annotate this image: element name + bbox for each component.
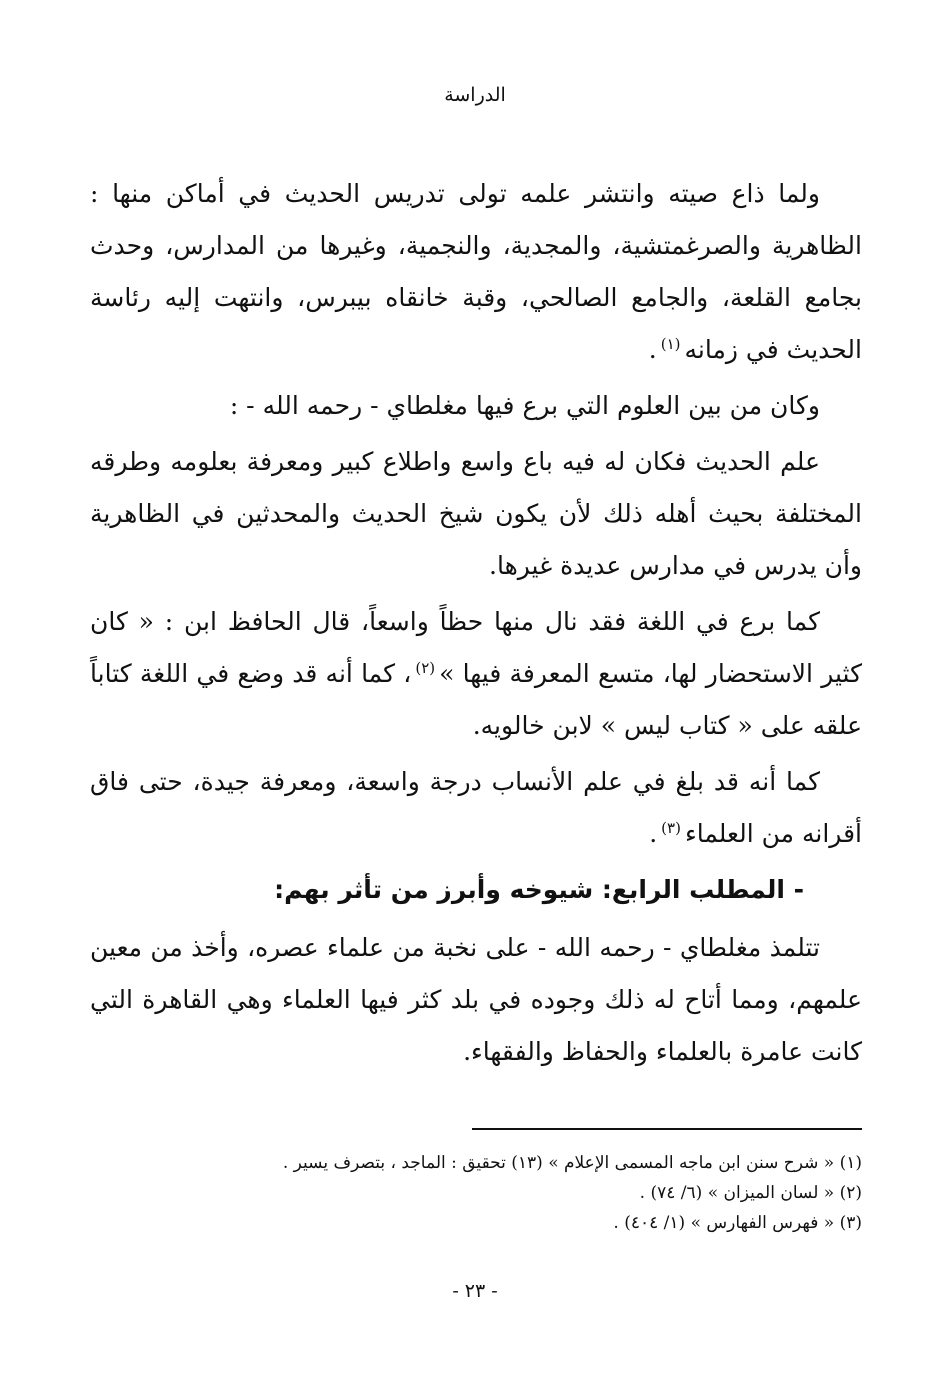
page-number: - ٢٣ - [452,1280,498,1302]
footnote-ref-1: (١) [660,334,681,353]
paragraph-text: ولما ذاع صيته وانتشر علمه تولى تدريس الحديث في أماكن منها : الظاهرية والصرغمتشية، والمجدية، والنجمية، وغيرها من المدارس، وحدث بجامع القلعة، والجامع الصالحي، وقبة خانقاه بيبرس، وانتهت إليه رئاسة الحديث في زمانه [90,179,862,364]
main-text [90,168,862,1082]
paragraph-text: كما أنه قد بلغ في علم الأنساب درجة واسعة، ومعرفة جيدة، حتى فاق أقرانه من العلماء [90,767,862,848]
paragraph-language [90,596,862,752]
paragraph-text: تتلمذ مغلطاي - رحمه الله - على نخبة من علماء عصره، وأخذ من معين علمهم، ومما أتاح له ذلك وجوده في بلد كثر فيها العلماء وهي القاهرة التي كانت عامرة بالعلماء والحفاظ والفقهاء. [90,933,862,1066]
sentence-end: . [649,819,658,848]
paragraph-text: كما برع في اللغة فقد نال منها حظاً واسعاً، قال الحافظ ابن : « كان كثير الاستحضار لها، متسع المعرفة فيها » [90,607,862,688]
paragraph-text-continued: ، كما أنه قد وضع في اللغة كتاباً علقه على « كتاب ليس » لابن خالويه. [90,659,862,740]
paragraph-teachers [90,922,862,1078]
section-heading: - المطلب الرابع: شيوخه وأبرز من تأثر بهم: [274,875,804,904]
sentence-end: . [648,335,657,364]
footnotes [90,1148,862,1238]
paragraph-text: علم الحديث فكان له فيه باع واسع واطلاع كبير ومعرفة بعلومه وطرقه المختلفة بحيث أهله ذلك لأن يكون شيخ الحديث والمحدثين في الظاهرية وأن يدرس في مدارس عديدة غيرها. [90,447,862,580]
footnote-3: (٣) « فهرس الفهارس » (١/ ٤٠٤) . [613,1213,862,1233]
paragraph-hadith [90,436,862,592]
paragraph-sciences-intro [90,380,862,432]
footnote-divider [472,1128,862,1130]
running-head: الدراسة [444,84,506,106]
footnote-ref-3: (٣) [661,818,681,837]
paragraph-text: وكان من بين العلوم التي برع فيها مغلطاي - رحمه الله - : [229,391,820,420]
paragraph-teaching-places [90,168,862,376]
footnote-1: (١) « شرح سنن ابن ماجه المسمى الإعلام » (١٣) تحقيق : الماجد ، بتصرف يسير . [282,1153,862,1173]
footnote-ref-2: (٢) [415,658,436,677]
paragraph-genealogy [90,756,862,860]
footnote-2: (٢) « لسان الميزان » (٦/ ٧٤) . [639,1183,862,1203]
